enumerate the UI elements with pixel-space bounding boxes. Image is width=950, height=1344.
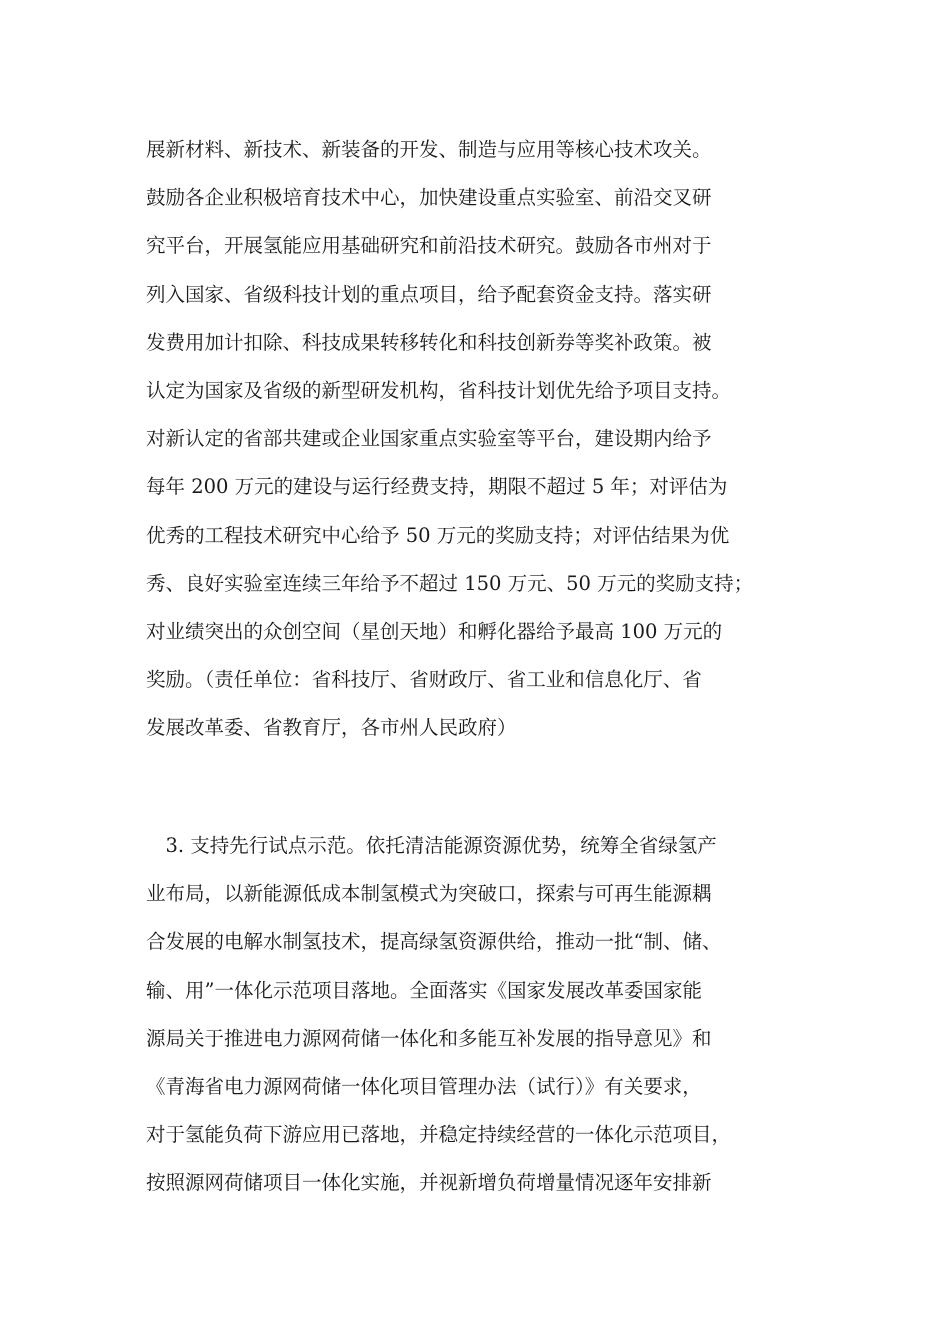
text-line: 优秀的工程技术研究中心给予 50 万元的奖励支持；对评估结果为优 [146,523,730,547]
text-line: 列入国家、省级科技计划的重点项目，给予配套资金支持。落实研 [146,282,712,306]
text-line: 对于氢能负荷下游应用已落地，并稳定持续经营的一体化示范项目， [146,1123,732,1147]
text-line: 业布局，以新能源低成本制氢模式为突破口，探索与可再生能源耦 [146,882,712,906]
text-line: 发费用加计扣除、科技成果转移转化和科技创新券等奖补政策。被 [146,330,712,354]
text-line: 秀、良好实验室连续三年给予不超过 150 万元、50 万元的奖励支持； [146,571,754,595]
text-line: 输、用”一体化示范项目落地。全面落实《国家发展改革委国家能 [146,978,702,1002]
paragraph-pilot-demonstration [146,822,814,1208]
text-line: 对新认定的省部共建或企业国家重点实验室等平台，建设期内给予 [146,427,712,451]
text-line: 发展改革委、省教育厅，各市州人民政府） [146,716,517,740]
text-line: 认定为国家及省级的新型研发机构，省科技计划优先给予项目支持。 [146,378,732,402]
paragraph-research-support [146,126,814,752]
text-line: 3. 支持先行试点示范。依托清洁能源资源优势，统筹全省绿氢产 [146,834,717,857]
text-line: 究平台，开展氢能应用基础研究和前沿技术研究。鼓励各市州对于 [146,234,712,258]
text-line: 每年 200 万元的建设与运行经费支持，期限不超过 5 年；对评估为 [146,475,728,499]
text-line: 《青海省电力源网荷储一体化项目管理办法（试行）》有关要求， [146,1074,702,1098]
text-line: 按照源网荷储项目一体化实施，并视新增负荷增量情况逐年安排新 [146,1171,712,1195]
text-line: 对业绩突出的众创空间（星创天地）和孵化器给予最高 100 万元的 [146,619,723,643]
text-line: 源局关于推进电力源网荷储一体化和多能互补发展的指导意见》和 [146,1026,712,1050]
text-line: 奖励。（责任单位：省科技厅、省财政厅、省工业和信息化厅、省 [146,668,702,692]
text-line: 鼓励各企业积极培育技术中心，加快建设重点实验室、前沿交叉研 [146,186,712,210]
text-line: 合发展的电解水制氢技术，提高绿氢资源供给，推动一批“制、储、 [146,930,722,954]
text-line: 展新材料、新技术、新装备的开发、制造与应用等核心技术攻关。 [146,138,712,161]
